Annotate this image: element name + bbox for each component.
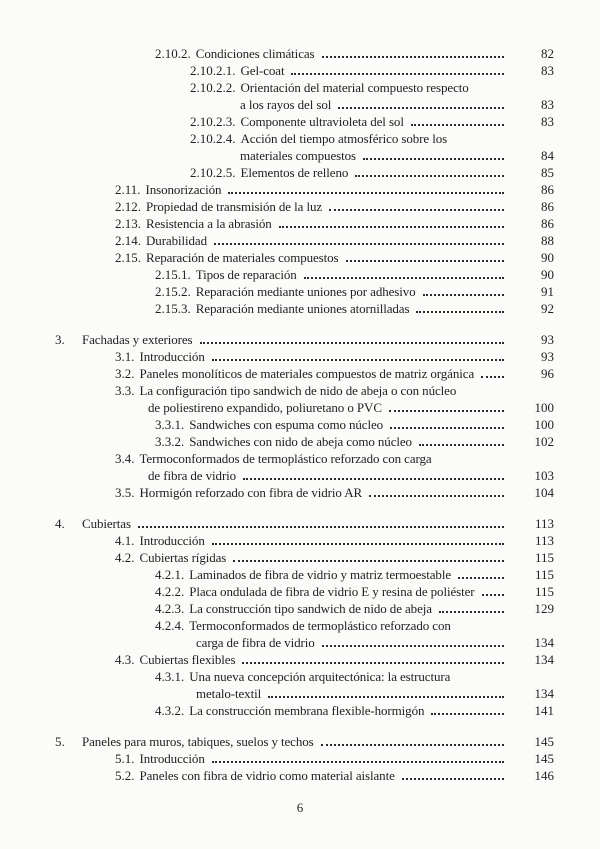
dot-leader: [423, 294, 504, 296]
toc-entry-page: 83: [541, 97, 554, 112]
toc-entry-page: 134: [534, 652, 554, 667]
toc-entry-number: 3.4.: [115, 451, 135, 466]
toc-row: [0, 685, 600, 702]
toc-row: [0, 365, 600, 382]
toc-entry-title: Introducción: [139, 349, 205, 364]
toc-row: [0, 79, 600, 96]
dot-leader: [431, 713, 504, 715]
toc-row: [0, 96, 600, 113]
toc-entry-number: 2.10.2.3.: [190, 114, 236, 129]
dot-leader: [321, 744, 504, 746]
toc-entry-number: 2.14.: [115, 233, 141, 248]
toc-row: [0, 62, 600, 79]
dot-leader: [369, 495, 504, 497]
dot-leader: [363, 158, 504, 160]
toc-entry-title: Termoconformados de termoplástico reforzado con carga: [139, 451, 432, 466]
dot-leader: [390, 427, 504, 429]
toc-entry-number: 2.11.: [115, 182, 141, 197]
dot-leader: [228, 192, 504, 194]
dot-leader: [200, 342, 504, 344]
toc-row: [0, 566, 600, 583]
toc-entry-title: Propiedad de transmisión de la luz: [146, 199, 323, 214]
toc-row: [0, 331, 600, 348]
toc-entry-page: 91: [541, 284, 554, 299]
toc-entry-title: Condiciones climáticas: [195, 46, 315, 61]
toc-row: [0, 467, 600, 484]
toc-entry-title: Introducción: [139, 751, 205, 766]
toc-entry-page: 102: [534, 434, 554, 449]
toc-entry-number: 5.1.: [115, 751, 135, 766]
toc-entry-title: Acción del tiempo atmosférico sobre los: [240, 131, 448, 146]
toc-entry-page: 83: [541, 63, 554, 78]
dot-leader: [233, 560, 504, 562]
dot-leader: [338, 107, 504, 109]
toc-entry-page: 103: [534, 468, 554, 483]
dot-leader: [402, 778, 504, 780]
toc-row: [0, 249, 600, 266]
toc-section: [0, 45, 600, 317]
toc-row: [0, 181, 600, 198]
toc-entry-page: 134: [534, 686, 554, 701]
dot-leader: [481, 376, 504, 378]
toc-entry-number: 3.2.: [115, 366, 135, 381]
toc-entry-title: Sandwiches con espuma como núcleo: [189, 417, 384, 432]
toc-entry-number: 2.10.2.2.: [190, 80, 236, 95]
toc-entry-number: 2.10.2.5.: [190, 165, 236, 180]
toc-entry-title: Cubiertas: [82, 516, 131, 531]
toc-row: [0, 583, 600, 600]
dot-leader: [346, 260, 504, 262]
toc-row: [0, 232, 600, 249]
toc-row: [0, 450, 600, 467]
toc-entry-title: Placa ondulada de fibra de vidrio E y resina de poliéster: [189, 584, 475, 599]
toc-entry-page: 86: [541, 199, 554, 214]
toc-entry-page: 115: [534, 567, 554, 582]
dot-leader: [482, 594, 504, 596]
dot-leader: [411, 124, 504, 126]
toc-entry-page: 113: [534, 516, 554, 531]
dot-leader: [138, 526, 504, 528]
toc-row: [0, 617, 600, 634]
toc-entry-number: 5.: [55, 734, 65, 749]
toc-entry-number: 4.2.4.: [155, 618, 185, 633]
toc-entry-title-continued: metalo-textil: [196, 686, 262, 701]
toc-entry-title: Reparación mediante uniones por adhesivo: [195, 284, 416, 299]
dot-leader: [458, 577, 504, 579]
toc-row: [0, 532, 600, 549]
toc-entry-page: 113: [534, 533, 554, 548]
dot-leader: [291, 73, 504, 75]
toc-row: [0, 651, 600, 668]
toc-row: [0, 266, 600, 283]
toc-entry-title: Insonorización: [145, 182, 222, 197]
toc-row: [0, 767, 600, 784]
toc-entry-number: 3.3.2.: [155, 434, 185, 449]
toc-row: [0, 215, 600, 232]
toc-entry-number: 4.2.2.: [155, 584, 185, 599]
dot-leader: [329, 209, 504, 211]
toc-row: [0, 433, 600, 450]
toc-row: [0, 348, 600, 365]
toc-row: [0, 283, 600, 300]
toc-entry-title: Cubiertas rígidas: [139, 550, 227, 565]
dot-leader: [416, 311, 504, 313]
dot-leader: [304, 277, 504, 279]
toc-section: [0, 331, 600, 501]
toc-entry-page: 86: [541, 216, 554, 231]
toc-entry-number: 2.15.2.: [155, 284, 191, 299]
toc-entry-page: 145: [534, 751, 554, 766]
toc-entry-title: Elementos de relleno: [240, 165, 349, 180]
dot-leader: [439, 611, 504, 613]
dot-leader: [389, 410, 504, 412]
toc-entry-page: 134: [534, 635, 554, 650]
toc-row: [0, 300, 600, 317]
toc-entry-title: Hormigón reforzado con fibra de vidrio AR: [139, 485, 363, 500]
toc-section: [0, 515, 600, 719]
toc-entry-title: Cubiertas flexibles: [139, 652, 236, 667]
dot-leader: [242, 662, 504, 664]
toc-row: [0, 399, 600, 416]
toc-entry-page: 88: [541, 233, 554, 248]
dot-leader: [214, 243, 504, 245]
toc-row: [0, 484, 600, 501]
dot-leader: [419, 444, 504, 446]
toc-entry-title: La configuración tipo sandwich de nido de abeja o con núcleo: [139, 383, 457, 398]
toc-entry-title: La construcción tipo sandwich de nido de abeja: [189, 601, 432, 616]
toc-entry-number: 5.2.: [115, 768, 135, 783]
toc-entry-title-continued: de poliestireno expandido, poliuretano o PVC: [148, 400, 382, 415]
toc-row: [0, 515, 600, 532]
dot-leader: [279, 226, 504, 228]
toc-row: [0, 549, 600, 566]
toc-row: [0, 668, 600, 685]
toc-row: [0, 382, 600, 399]
toc-entry-number: 4.3.1.: [155, 669, 185, 684]
toc-entry-page: 92: [541, 301, 554, 316]
toc-row: [0, 113, 600, 130]
toc-entry-title-continued: carga de fibra de vidrio: [196, 635, 315, 650]
toc-entry-title: Paneles con fibra de vidrio como material aislante: [139, 768, 395, 783]
toc-entry-page: 115: [534, 584, 554, 599]
toc-entry-page: 93: [541, 349, 554, 364]
toc-row: [0, 130, 600, 147]
toc-entry-number: 3.3.1.: [155, 417, 185, 432]
toc-row: [0, 600, 600, 617]
toc-entry-number: 4.3.2.: [155, 703, 185, 718]
dot-leader: [212, 359, 504, 361]
toc-entry-page: 115: [534, 550, 554, 565]
toc-entry-page: 93: [541, 332, 554, 347]
toc-entry-number: 3.5.: [115, 485, 135, 500]
toc-row: [0, 750, 600, 767]
toc-entry-number: 2.12.: [115, 199, 141, 214]
toc-entry-title: Introducción: [139, 533, 205, 548]
toc-entry-page: 90: [541, 267, 554, 282]
toc-entry-page: 83: [541, 114, 554, 129]
toc-entry-number: 4.2.3.: [155, 601, 185, 616]
toc-entry-title: Gel-coat: [240, 63, 285, 78]
toc-entry-title: Durabilidad: [146, 233, 207, 248]
toc-entry-number: 2.15.3.: [155, 301, 191, 316]
toc-row: [0, 416, 600, 433]
toc-row: [0, 733, 600, 750]
toc-entry-title: Una nueva concepción arquitectónica: la estructura: [189, 669, 451, 684]
toc-entry-number: 3.1.: [115, 349, 135, 364]
toc-row: [0, 164, 600, 181]
dot-leader: [212, 543, 504, 545]
toc-entry-number: 3.: [55, 332, 65, 347]
toc-entry-page: 104: [534, 485, 554, 500]
dot-leader: [212, 761, 504, 763]
toc-entry-title: Fachadas y exteriores: [82, 332, 193, 347]
toc-entry-page: 86: [541, 182, 554, 197]
toc-entry-title: Termoconformados de termoplástico reforzado con: [189, 618, 451, 633]
toc-entry-page: 96: [541, 366, 554, 381]
toc-entry-number: 2.13.: [115, 216, 141, 231]
toc-entry-page: 129: [534, 601, 554, 616]
toc-entry-page: 82: [541, 46, 554, 61]
toc-entry-page: 145: [534, 734, 554, 749]
toc-entry-number: 2.10.2.1.: [190, 63, 236, 78]
toc-entry-number: 4.: [55, 516, 65, 531]
toc-entry-page: 84: [541, 148, 554, 163]
dot-leader: [355, 175, 504, 177]
toc-section: [0, 733, 600, 784]
toc-entry-title-continued: a los rayos del sol: [240, 97, 332, 112]
toc-entry-title: Reparación de materiales compuestos: [146, 250, 339, 265]
toc-entry-title: Tipos de reparación: [195, 267, 297, 282]
toc-entry-title: Paneles para muros, tabiques, suelos y techos: [82, 734, 314, 749]
dot-leader: [268, 696, 504, 698]
toc-entry-page: 100: [534, 417, 554, 432]
toc-entry-number: 4.1.: [115, 533, 135, 548]
toc-entry-number: 4.2.1.: [155, 567, 185, 582]
toc-entry-number: 2.10.2.4.: [190, 131, 236, 146]
toc-row: [0, 147, 600, 164]
toc-row: [0, 634, 600, 651]
toc-entry-title: Sandwiches con nido de abeja como núcleo: [189, 434, 412, 449]
toc-entry-title: La construcción membrana flexible-hormigón: [189, 703, 425, 718]
toc-entry-page: 146: [534, 768, 554, 783]
toc-entry-page: 90: [541, 250, 554, 265]
toc-entry-title: Paneles monolíticos de materiales compuestos de matriz orgánica: [139, 366, 475, 381]
dot-leader: [322, 56, 505, 58]
toc-row: [0, 198, 600, 215]
toc-entry-title: Componente ultravioleta del sol: [240, 114, 404, 129]
toc-entry-number: 4.2.: [115, 550, 135, 565]
toc-entry-title: Reparación mediante uniones atornilladas: [195, 301, 410, 316]
toc-entry-page: 141: [534, 703, 554, 718]
toc-entry-title: Laminados de fibra de vidrio y matriz termoestable: [189, 567, 452, 582]
toc-row: [0, 702, 600, 719]
toc-entry-title-continued: materiales compuestos: [240, 148, 356, 163]
dot-leader: [243, 478, 504, 480]
dot-leader: [322, 645, 504, 647]
toc-row: [0, 45, 600, 62]
toc-entry-number: 2.15.1.: [155, 267, 191, 282]
toc-entry-number: 2.10.2.: [155, 46, 191, 61]
toc-entry-number: 2.15.: [115, 250, 141, 265]
toc-entry-number: 3.3.: [115, 383, 135, 398]
toc-entry-number: 4.3.: [115, 652, 135, 667]
toc-entry-title: Resistencia a la abrasión: [146, 216, 272, 231]
toc-entry-title-continued: de fibra de vidrio: [148, 468, 237, 483]
page-number: 6: [296, 800, 304, 815]
toc-entry-title: Orientación del material compuesto respecto: [240, 80, 469, 95]
toc-entry-page: 100: [534, 400, 554, 415]
toc-entry-page: 85: [541, 165, 554, 180]
